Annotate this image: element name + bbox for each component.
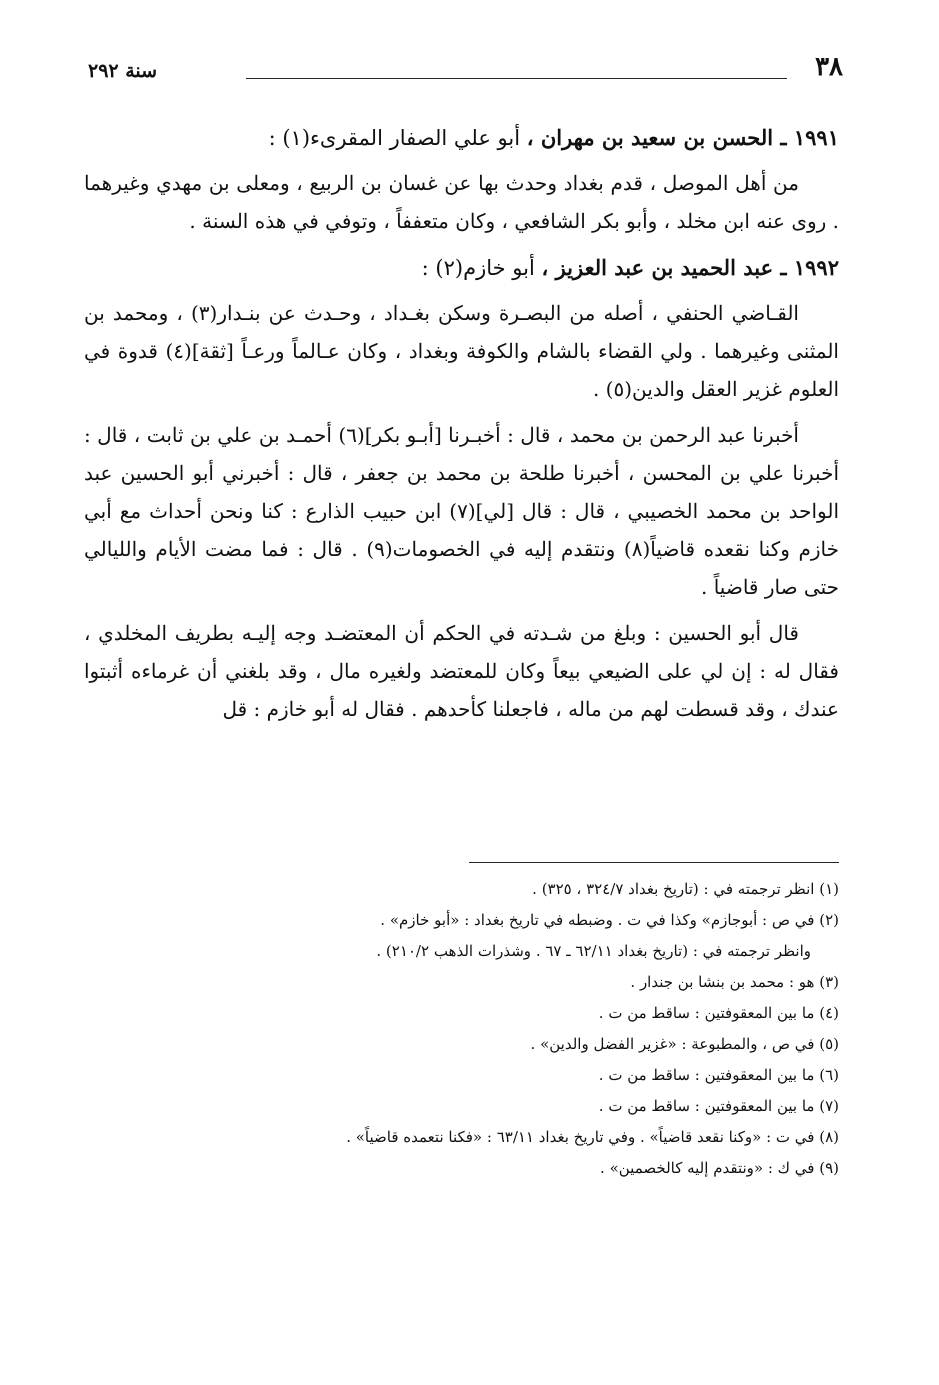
- entry-heading: [84, 118, 839, 158]
- entry-kunya: أبو علي الصفار المقرىء(١) :: [268, 126, 527, 150]
- footnote: (٨) في ت : «وكنا نقعد قاضياً» . وفي تاريخ بغداد ٦٣/١١ : «فكنا نتعمده قاضياً» .: [346, 1128, 839, 1146]
- footnote-separator: [469, 862, 839, 863]
- paragraph: أخبرنا عبد الرحمن بن محمد ، قال : أخبـرنا [أبـو بكر](٦) أحمـد بن علي بن ثابت ، قال : أخبرنا علي بن المحسن ، أخبرنا طلحة بن محمد بن جعفر ، قال : أخبرني أبو الحسين عبد الواحد بن محمد الخصيبي ، قال : قال [لي](٧) ابن حبيب الذارع : كنا ونحن أحداث مع أبي خازم وكنا نقعده قاضياً(٨) ونتقدم إليه في الخصومات(٩) . قال : فما مضت الأيام والليالي حتى صار قاضياً .: [84, 423, 840, 599]
- running-title: سنة ٢٩٢: [88, 60, 158, 82]
- entry-heading: [84, 248, 839, 288]
- footnote: (٢) في ص : أبوجازم» وكذا في ت . وضبطه في تاريخ بغداد : «أبو خازم» .: [380, 911, 839, 929]
- footnote: (٣) هو : محمد بن بنشا بن جندار .: [630, 973, 839, 991]
- page-number: ٣٨: [815, 52, 843, 82]
- biography-entry-1992: [84, 248, 839, 728]
- footnote: (٥) في ص ، والمطبوعة : «غزير الفضل والدين» .: [530, 1035, 839, 1053]
- page-header: [88, 50, 843, 94]
- main-text: [84, 118, 839, 732]
- footnote: (٩) في ك : «ونتقدم إليه كالخصمين» .: [600, 1159, 839, 1177]
- header-rule: [246, 78, 787, 79]
- footnotes: [84, 874, 839, 1184]
- footnote: (٧) ما بين المعقوفتين : ساقط من ت .: [598, 1097, 839, 1115]
- entry-kunya: أبو خازم(٢) :: [421, 256, 542, 280]
- paragraph: من أهل الموصل ، قدم بغداد وحدث بها عن غسان بن الربيع ، ومعلى بن مهدي وغيرهما . روى عنه ابن مخلد ، وأبو بكر الشافعي ، وكان متعففاً ، وتوفي في هذه السنة .: [84, 171, 839, 233]
- paragraph: القـاضي الحنفي ، أصله من البصـرة وسكن بغـداد ، وحـدث عن بنـدار(٣) ، ومحمد بن المثنى وغيرهما . ولي القضاء بالشام والكوفة وبغداد ، وكان عـالماً ورعـاً [ثقة](٤) قدوة في العلوم غزير العقل والدين(٥) .: [84, 301, 839, 401]
- footnote: (٤) ما بين المعقوفتين : ساقط من ت .: [598, 1004, 839, 1022]
- footnote-continuation: وانظر ترجمته في : (تاريخ بغداد ٦٢/١١ ـ ٦٧ . وشذرات الذهب ٢١٠/٢) .: [376, 942, 811, 960]
- paragraph: قال أبو الحسين : وبلغ من شـدته في الحكم أن المعتضـد وجه إليـه بطريف المخلدي ، فقال له : إن لي على الضيعي بيعاً وكان للمعتضد ولغيره مال ، وقد بلغني أن غرماءه أثبتوا عندك ، وقد قسطت لهم من ماله ، فاجعلنا كأحدهم . فقال له أبو خازم : قل: [84, 621, 839, 721]
- entry-number-name: ١٩٩٢ ـ عبد الحميد بن عبد العزيز ،: [541, 255, 839, 280]
- entry-number-name: ١٩٩١ ـ الحسن بن سعيد بن مهران ،: [526, 125, 839, 150]
- footnote: (٦) ما بين المعقوفتين : ساقط من ت .: [598, 1066, 839, 1084]
- biography-entry-1991: [84, 118, 839, 240]
- footnote: (١) انظر ترجمته في : (تاريخ بغداد ٣٢٤/٧ ، ٣٢٥) .: [532, 880, 839, 898]
